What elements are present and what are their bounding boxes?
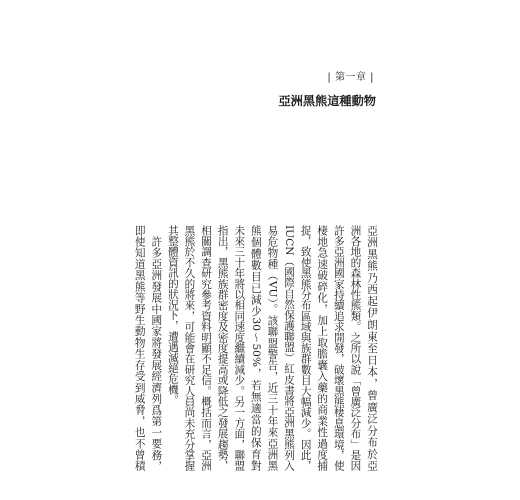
text-column: 捉，致使黑熊分布區域與族群數目大幅減少。因此， [299,225,312,471]
text-column: 即使知道黑熊等野生動物生存受到威脅，也不曾積 [133,225,146,471]
chapter-number: | 第一章 | [327,72,374,83]
text-column: 易危物種（VU）。該聯盟警告，近三十年來亞洲黑 [266,225,279,471]
text-column: 洲各地的森林性熊類。之所以說「曾廣泛分布」是因 [349,225,362,471]
body-text [131,225,380,471]
text-column: 亞洲黑熊乃西起伊朗東至日本，曾廣泛分布於亞 [366,225,378,471]
text-column: 許多亞洲國家持續追求開發，破壞黑熊棲息環境，使 [332,225,345,471]
text-column: 黑熊於不久的將來，可能會在研究人員尚未充分掌握 [183,225,196,471]
text-column: IUCN（國際自然保護聯盟）紅皮書將亞洲黑熊列入 [283,225,296,471]
text-column: 未來三十年將以相同速度繼續減少。另一方面，聯盟 [233,225,246,471]
text-column: 許多亞洲發展中國家將發展經濟列爲第一要務， [150,235,163,471]
text-column: 棲地急速破碎化，加上取膽囊入藥的商業性過度捕 [316,225,329,471]
text-column: 熊個體數目已減少30～50%，若無適當的保育對 [249,225,262,471]
text-column: 其整體資訊的狀況下，遭遇滅絕危機。 [166,225,179,406]
text-column: 相關調查研究參考資料明顯不足信。概括而言，亞洲 [200,225,213,471]
chapter-title: 亞洲黑熊這種動物 [278,94,376,108]
text-column: 指出，黑熊族群密度及密度提高或降低之發展趨勢， [216,225,229,471]
